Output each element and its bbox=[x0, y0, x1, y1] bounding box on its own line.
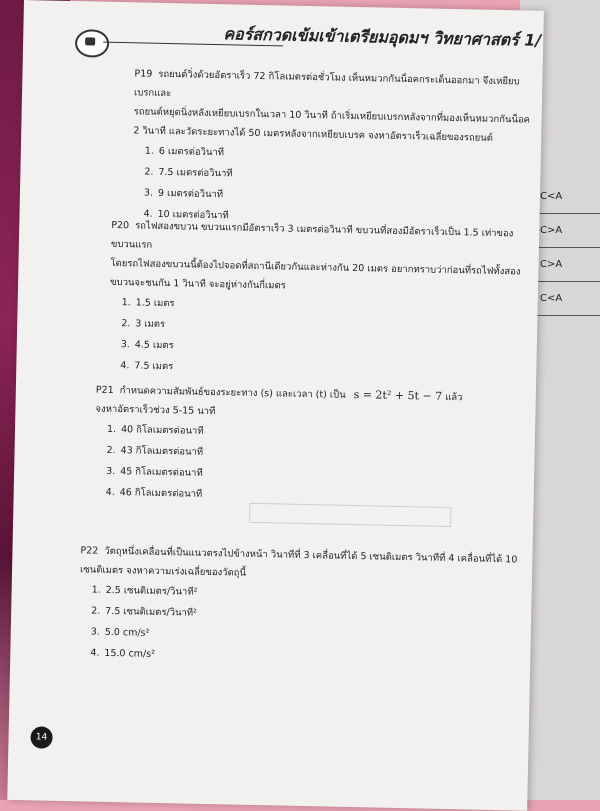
question-p22 bbox=[78, 541, 520, 672]
option-1[interactable]: 1. 40 กิโลเมตรต่อนาที bbox=[106, 423, 204, 437]
eye-logo-icon bbox=[75, 29, 110, 58]
option-text: 4.5 เมตร bbox=[134, 339, 174, 352]
question-p19 bbox=[131, 64, 534, 232]
option-text: 1.5 เมตร bbox=[135, 297, 175, 310]
option-2[interactable]: 2. 3 เมตร bbox=[121, 318, 166, 331]
option-3[interactable]: 3. 45 กิโลเมตรต่อนาที bbox=[106, 465, 203, 479]
option-1[interactable]: 1. 2.5 เซนติเมตร/วินาที² bbox=[91, 584, 198, 598]
adjacent-page-table bbox=[535, 180, 600, 350]
option-2[interactable]: 2. 7.5 เซนติเมตร/วินาที² bbox=[91, 605, 198, 619]
option-2[interactable]: 2. 7.5 เมตรต่อวินาที bbox=[144, 166, 233, 180]
page-header-title: คอร์สกวดเข้มเข้าเตรียมอุดมฯ วิทยาศาสตร์ 1/ bbox=[223, 24, 542, 50]
option-text: 43 กิโลเมตรต่อนาที bbox=[120, 445, 204, 458]
question-number: P22 bbox=[80, 545, 99, 557]
option-3[interactable]: 3. 9 เมตรต่อวินาที bbox=[143, 187, 224, 201]
option-3[interactable]: 3. 5.0 cm/s² bbox=[90, 626, 150, 639]
option-text: 10 เมตรต่อวินาที bbox=[157, 208, 229, 222]
options-list bbox=[120, 292, 530, 385]
question-line: 2 วินาที และวัดระยะทางได้ 50 เมตรหลังจากเหยียบเบรค จงหาอัตราเร็วเฉลี่ยของรถยนต์ bbox=[133, 125, 493, 144]
question-line: จงหาอัตราเร็วช่วง 5-15 นาที bbox=[95, 403, 216, 418]
question-number: P21 bbox=[95, 384, 114, 396]
question-line: รถยนต์วิ่งด้วยอัตราเร็ว 72 กิโลเมตรต่อชั่วโมง เห็นหมวกกันน็อคกระเด็นออกมา จึงเหยียบเบรกและ bbox=[133, 68, 520, 100]
show-through-table bbox=[249, 503, 451, 527]
question-number: P20 bbox=[111, 219, 130, 232]
option-text: 7.5 เมตรต่อวินาที bbox=[158, 166, 233, 180]
question-line: วัตถุหนึ่งเคลื่อนที่เป็นแนวตรงไปข้างหน้า วินาทีที่ 3 เคลื่อนที่ได้ 5 เซนติเมตร วินาทีที่ 4 เคลื่อนที่ได้ 10 bbox=[104, 545, 518, 566]
option-4[interactable]: 4. 15.0 cm/s² bbox=[90, 647, 156, 660]
option-4[interactable]: 4. 7.5 เมตร bbox=[120, 360, 174, 373]
option-text: 45 กิโลเมตรต่อนาที bbox=[120, 466, 203, 479]
option-text: 7.5 เมตร bbox=[134, 360, 174, 373]
options-list bbox=[90, 580, 520, 673]
question-number: P19 bbox=[134, 68, 153, 80]
option-text: 9 เมตรต่อวินาที bbox=[157, 187, 224, 201]
adjacent-table-cell: C>A bbox=[536, 248, 600, 282]
question-line: รถไฟสองขบวน ขบวนแรกมีอัตราเร็ว 3 เมตรต่อวินาที ขบวนที่สองมีอัตราเร็วเป็น 1.5 เท่าของขบวนแรก bbox=[110, 220, 514, 251]
page-number-badge: 14 bbox=[30, 726, 52, 748]
adjacent-table-cell: C>A bbox=[536, 214, 600, 248]
question-text bbox=[133, 64, 535, 148]
option-1[interactable]: 1. 1.5 เมตร bbox=[121, 297, 175, 310]
option-text: 40 กิโลเมตรต่อนาที bbox=[120, 424, 204, 437]
distance-formula: s = 2t² + 5t − 7 bbox=[353, 387, 443, 403]
question-line-suffix: แล้ว bbox=[445, 391, 463, 404]
question-line: โดยรถไฟสองขบวนนี้ต้องไปจอดที่สถานีเดียวกันและห่างกัน 20 เมตร อยากทราบว่าก่อนที่รถไฟทั้งสอง bbox=[110, 257, 521, 278]
question-line: กำหนดความสัมพันธ์ของระยะทาง (s) และเวลา (t) เป็น bbox=[119, 385, 346, 401]
question-line: ขบวนจะชนกัน 1 วินาที จะอยู่ห่างกันกี่เมตร bbox=[109, 276, 286, 292]
option-text: 7.5 เซนติเมตร/วินาที² bbox=[105, 605, 198, 619]
question-line: เซนติเมตร จงหาความเร่งเฉลี่ยของวัตถุนี้ bbox=[79, 564, 247, 579]
option-text: 3 เมตร bbox=[135, 318, 166, 331]
adjacent-table-cell: C<A bbox=[536, 180, 600, 214]
options-list bbox=[105, 419, 515, 512]
question-p20 bbox=[108, 216, 531, 385]
worksheet-page bbox=[7, 0, 544, 811]
option-text: 6 เมตรต่อวินาที bbox=[158, 145, 225, 159]
question-line: รถยนต์หยุดนิ่งหลังเหยียบเบรกในเวลา 10 วินาที ถ้าเริ่มเหยียบเบรกหลังจากที่มองเห็นหมวกกันน็อค bbox=[133, 106, 531, 126]
adjacent-table-cell: C<A bbox=[536, 282, 600, 316]
option-text: 2.5 เซนติเมตร/วินาที² bbox=[105, 584, 198, 598]
option-text: 15.0 cm/s² bbox=[104, 647, 156, 660]
option-text: 5.0 cm/s² bbox=[104, 626, 150, 639]
question-text bbox=[110, 216, 531, 301]
option-2[interactable]: 2. 43 กิโลเมตรต่อนาที bbox=[106, 444, 204, 458]
option-text: 46 กิโลเมตรต่อนาที bbox=[119, 487, 203, 500]
option-4[interactable]: 4. 46 กิโลเมตรต่อนาที bbox=[105, 486, 203, 500]
option-4[interactable]: 4. 10 เมตรต่อวินาที bbox=[143, 208, 229, 222]
question-p21 bbox=[93, 380, 515, 512]
option-1[interactable]: 1. 6 เมตรต่อวินาที bbox=[144, 145, 225, 159]
option-3[interactable]: 3. 4.5 เมตร bbox=[120, 339, 174, 352]
